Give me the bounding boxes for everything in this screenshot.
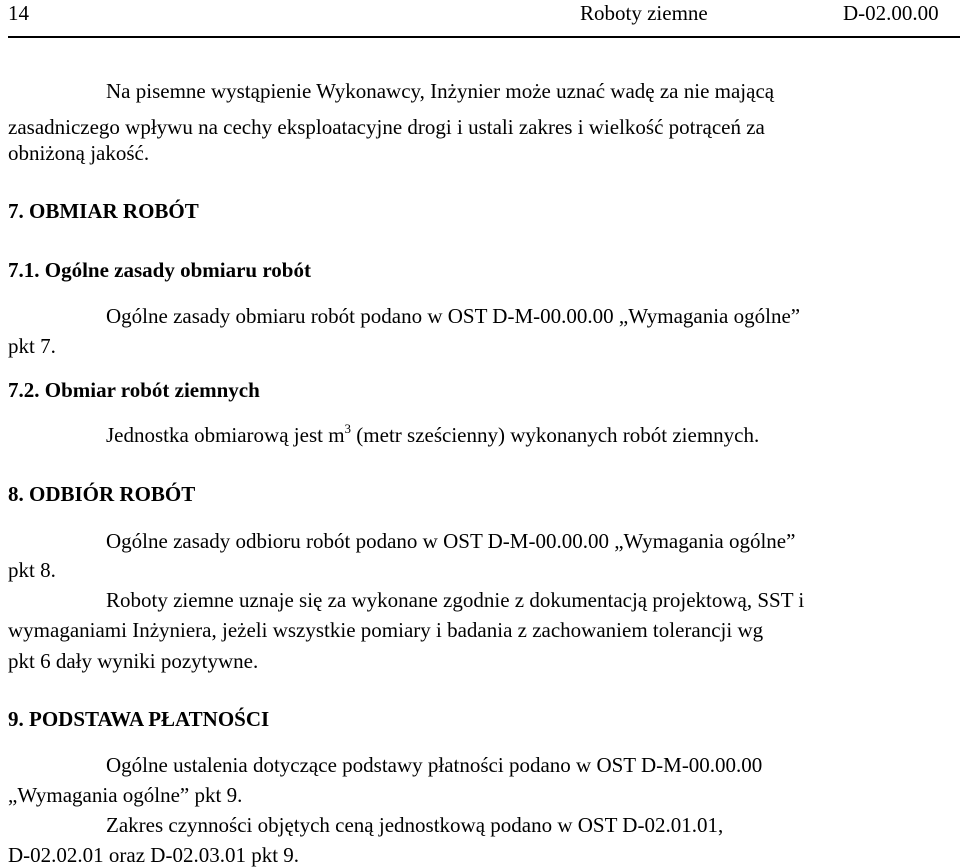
header-title: Roboty ziemne [580, 1, 708, 25]
section-8-para-line-1 [106, 588, 952, 612]
section-8-line-1: Ogólne zasady odbioru robót podano w OST D-M-00.00.00 „Wymagania ogólne” [106, 529, 796, 553]
section-9-line-4: D-02.02.01 oraz D-02.03.01 pkt 9. [8, 843, 300, 867]
section-8-heading: 8. ODBIÓR ROBÓT [8, 482, 196, 506]
section-7-1-tail: pkt 7. [8, 334, 56, 358]
section-9-line-2: „Wymagania ogólne” pkt 9. [8, 783, 243, 807]
section-7-1-text: Ogólne zasady obmiaru robót podano w OST D-M-00.00.00 „Wymagania ogólne” [106, 304, 801, 328]
section-9-line-1: Ogólne ustalenia dotyczące podstawy płatności podano w OST D-M-00.00.00 [106, 753, 763, 777]
section-7-2-heading: 7.2. Obmiar robót ziemnych [8, 378, 260, 402]
section-7-2-text-a: Jednostka obmiarową jest m [106, 423, 345, 447]
section-8-para-line-2: wymaganiami Inżyniera, jeżeli wszystkie pomiary i badania z zachowaniem tolerancji wg [8, 618, 764, 642]
section-7-2-sup: 3 [344, 421, 352, 436]
section-7-1-heading: 7.1. Ogólne zasady obmiaru robót [8, 258, 311, 282]
page-number: 14 [8, 1, 29, 25]
intro-line-2: zasadniczego wpływu na cechy eksploatacyjne drogi i ustali zakres i wielkość potrąceń za [8, 115, 765, 139]
intro-line-3: obniżoną jakość. [8, 141, 150, 165]
section-7-2-text-b: (metr sześcienny) wykonanych robót ziemnych. [351, 423, 760, 447]
header-code: D-02.00.00 [843, 1, 939, 25]
section-7-2-text [106, 423, 759, 447]
section-9-heading: 9. PODSTAWA PŁATNOŚCI [8, 707, 270, 731]
section-8-para-line-3: pkt 6 dały wyniki pozytywne. [8, 649, 259, 673]
section-9-line-3: Zakres czynności objętych ceną jednostkową podano w OST D-02.01.01, [106, 813, 724, 837]
section-8-para-line-1-text: Roboty ziemne uznaje się za wykonane zgodnie z dokumentacją projektową, SST i [106, 588, 805, 612]
section-7-heading: 7. OBMIAR ROBÓT [8, 199, 199, 223]
header-rule [8, 36, 960, 38]
intro-line-1: Na pisemne wystąpienie Wykonawcy, Inżynier może uznać wadę za nie mającą [106, 79, 775, 103]
section-8-line-1-tail: pkt 8. [8, 558, 56, 582]
